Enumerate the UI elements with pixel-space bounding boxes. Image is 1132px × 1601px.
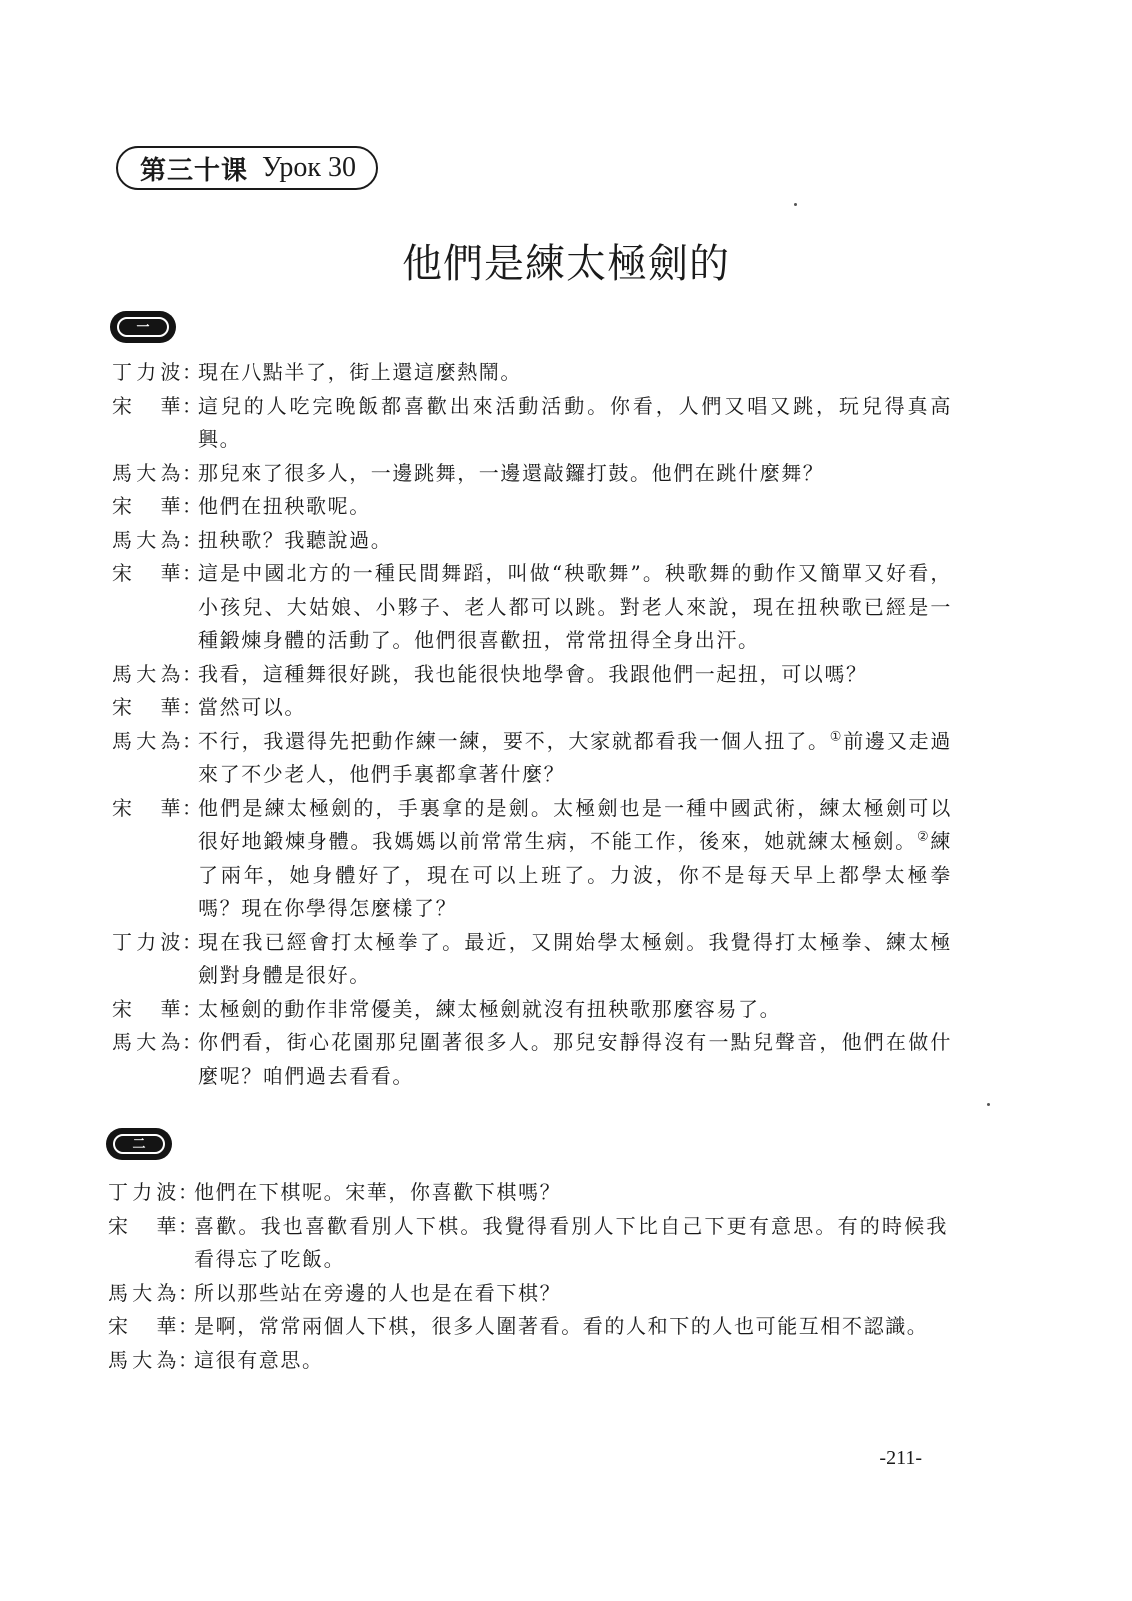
speaker-name: 宋 華	[112, 695, 182, 719]
dialogue-line	[112, 725, 952, 792]
speaker-colon: ：	[182, 661, 204, 686]
speaker-name: 馬 大 為	[112, 460, 182, 485]
speaker-name: 宋 華	[112, 795, 182, 820]
dialogue-line	[108, 1210, 948, 1277]
speech-text: 這兒的人吃完晚飯都喜歡出來活動活動。你看，人們又唱又跳，玩兒得真高興。	[198, 393, 952, 451]
dialogue-line	[112, 658, 952, 692]
speech-text: 現在八點半了，街上還這麼熱鬧。	[198, 360, 522, 384]
dialogue-line	[112, 993, 952, 1027]
lesson-number-chinese: 第三十课	[140, 155, 249, 186]
speaker-colon: ：	[182, 695, 204, 719]
speech-text: 是啊，常常兩個人下棋，很多人圍著看。看的人和下的人也可能互相不認識。	[194, 1314, 929, 1338]
dialogue-line	[112, 390, 952, 457]
speaker-name: 馬 大 為	[112, 728, 182, 753]
speech-text: 這很有意思。	[194, 1347, 324, 1372]
section-1-marker	[110, 311, 176, 343]
speech-text: 你們看，街心花園那兒圍著很多人。那兒安靜得沒有一點兒聲音，他們在做什麼呢？咱們過去看看。	[198, 1030, 952, 1088]
speaker-colon: ：	[182, 728, 204, 753]
speaker-colon: ：	[182, 460, 204, 485]
speech-text: 扭秧歌？我聽說過。	[198, 527, 393, 552]
speaker-colon: ：	[182, 795, 204, 820]
speaker-colon: ：	[178, 1180, 200, 1204]
dialogue-section-2	[108, 1176, 948, 1377]
dialogue-line	[108, 1277, 948, 1311]
dialogue-line	[112, 1026, 952, 1093]
scan-speck	[794, 203, 797, 206]
speech-text: 他們在下棋呢。宋華，你喜歡下棋嗎？	[194, 1180, 562, 1204]
dialogue-line	[112, 557, 952, 658]
speaker-colon: ：	[182, 996, 204, 1021]
speaker-colon: ：	[182, 929, 204, 954]
speaker-name: 馬 大 為	[108, 1280, 178, 1305]
speech-text: 他們是練太極劍的，手裏拿的是劍。太極劍也是一種中國武術，練太極劍可以很好地鍛煉身體。我媽媽以前常常生病，不能工作，後來，她就練太極劍。②練了兩年，她身體好了，現在可以上班了。力波，你不是每天早上都學太極拳嗎？現在你學得怎麼樣了？	[198, 795, 952, 920]
speaker-name: 宋 華	[112, 494, 182, 518]
speaker-name: 宋 華	[108, 1213, 178, 1238]
speaker-colon: ：	[178, 1213, 200, 1238]
speaker-colon: ：	[182, 494, 204, 518]
dialogue-line	[108, 1176, 948, 1210]
speaker-name: 馬 大 為	[112, 527, 182, 552]
speech-text: 喜歡。我也喜歡看別人下棋。我覺得看別人下比自己下更有意思。有的時候我看得忘了吃飯。	[194, 1213, 948, 1271]
speech-text: 那兒來了很多人，一邊跳舞，一邊還敲鑼打鼓。他們在跳什麼舞？	[198, 460, 825, 485]
page-number: -211-	[879, 1447, 922, 1469]
speaker-name: 宋 華	[112, 561, 182, 585]
speech-text: 所以那些站在旁邊的人也是在看下棋？	[194, 1280, 562, 1305]
lesson-header-badge	[116, 146, 378, 190]
speaker-name: 宋 華	[108, 1314, 178, 1338]
dialogue-line	[108, 1344, 948, 1378]
dialogue-line	[112, 490, 952, 524]
speaker-colon: ：	[182, 561, 204, 585]
speech-text: 現在我已經會打太極拳了。最近，又開始學太極劍。我覺得打太極拳、練太極劍對身體是很好。	[198, 929, 952, 987]
speaker-name: 宋 華	[112, 996, 182, 1021]
lesson-number-russian: Урок 30	[262, 152, 356, 183]
speech-text: 當然可以。	[198, 695, 306, 719]
speaker-name: 宋 華	[112, 393, 182, 418]
dialogue-section-1	[112, 356, 952, 1093]
speech-text: 他們在扭秧歌呢。	[198, 494, 371, 518]
dialogue-line	[112, 457, 952, 491]
section-2-marker-label: 二	[113, 1134, 165, 1154]
speaker-colon: ：	[178, 1280, 200, 1305]
speaker-name: 馬 大 為	[108, 1347, 178, 1372]
speech-text: 不行，我還得先把動作練一練，要不，大家就都看我一個人扭了。①前邊又走過來了不少老人，他們手裏都拿著什麼？	[198, 728, 952, 786]
speaker-colon: ：	[182, 360, 204, 384]
speaker-colon: ：	[178, 1314, 200, 1338]
speaker-colon: ：	[182, 1030, 204, 1054]
dialogue-line	[112, 524, 952, 558]
speaker-name: 馬 大 為	[112, 661, 182, 686]
dialogue-line	[112, 926, 952, 993]
speaker-colon: ：	[182, 527, 204, 552]
lesson-title: 他們是練太極劍的	[402, 241, 730, 287]
footnote-marker: ①	[829, 728, 844, 744]
speech-text: 這是中國北方的一種民間舞蹈，叫做“秧歌舞”。秧歌舞的動作又簡單又好看，小孩兒、大姑娘、小夥子、老人都可以跳。對老人來說，現在扭秧歌已經是一種鍛煉身體的活動了。他們很喜歡扭，常常扭得全身出汗。	[198, 561, 952, 652]
speaker-name: 丁 力 波	[112, 929, 182, 954]
speaker-name: 丁 力 波	[108, 1180, 178, 1204]
dialogue-line	[112, 792, 952, 926]
section-2-marker	[106, 1128, 172, 1160]
dialogue-line	[112, 356, 952, 390]
speaker-name: 馬 大 為	[112, 1030, 182, 1054]
section-1-marker-label: 一	[117, 317, 169, 337]
speech-text: 太極劍的動作非常優美，練太極劍就沒有扭秧歌那麼容易了。	[198, 996, 782, 1021]
dialogue-line	[108, 1310, 948, 1344]
scan-speck	[987, 1103, 990, 1106]
speech-text: 我看，這種舞很好跳，我也能很快地學會。我跟他們一起扭，可以嗎？	[198, 661, 868, 686]
speaker-colon: ：	[182, 393, 204, 418]
speaker-name: 丁 力 波	[112, 360, 182, 384]
speaker-colon: ：	[178, 1347, 200, 1372]
dialogue-line	[112, 691, 952, 725]
footnote-marker: ②	[916, 829, 931, 845]
